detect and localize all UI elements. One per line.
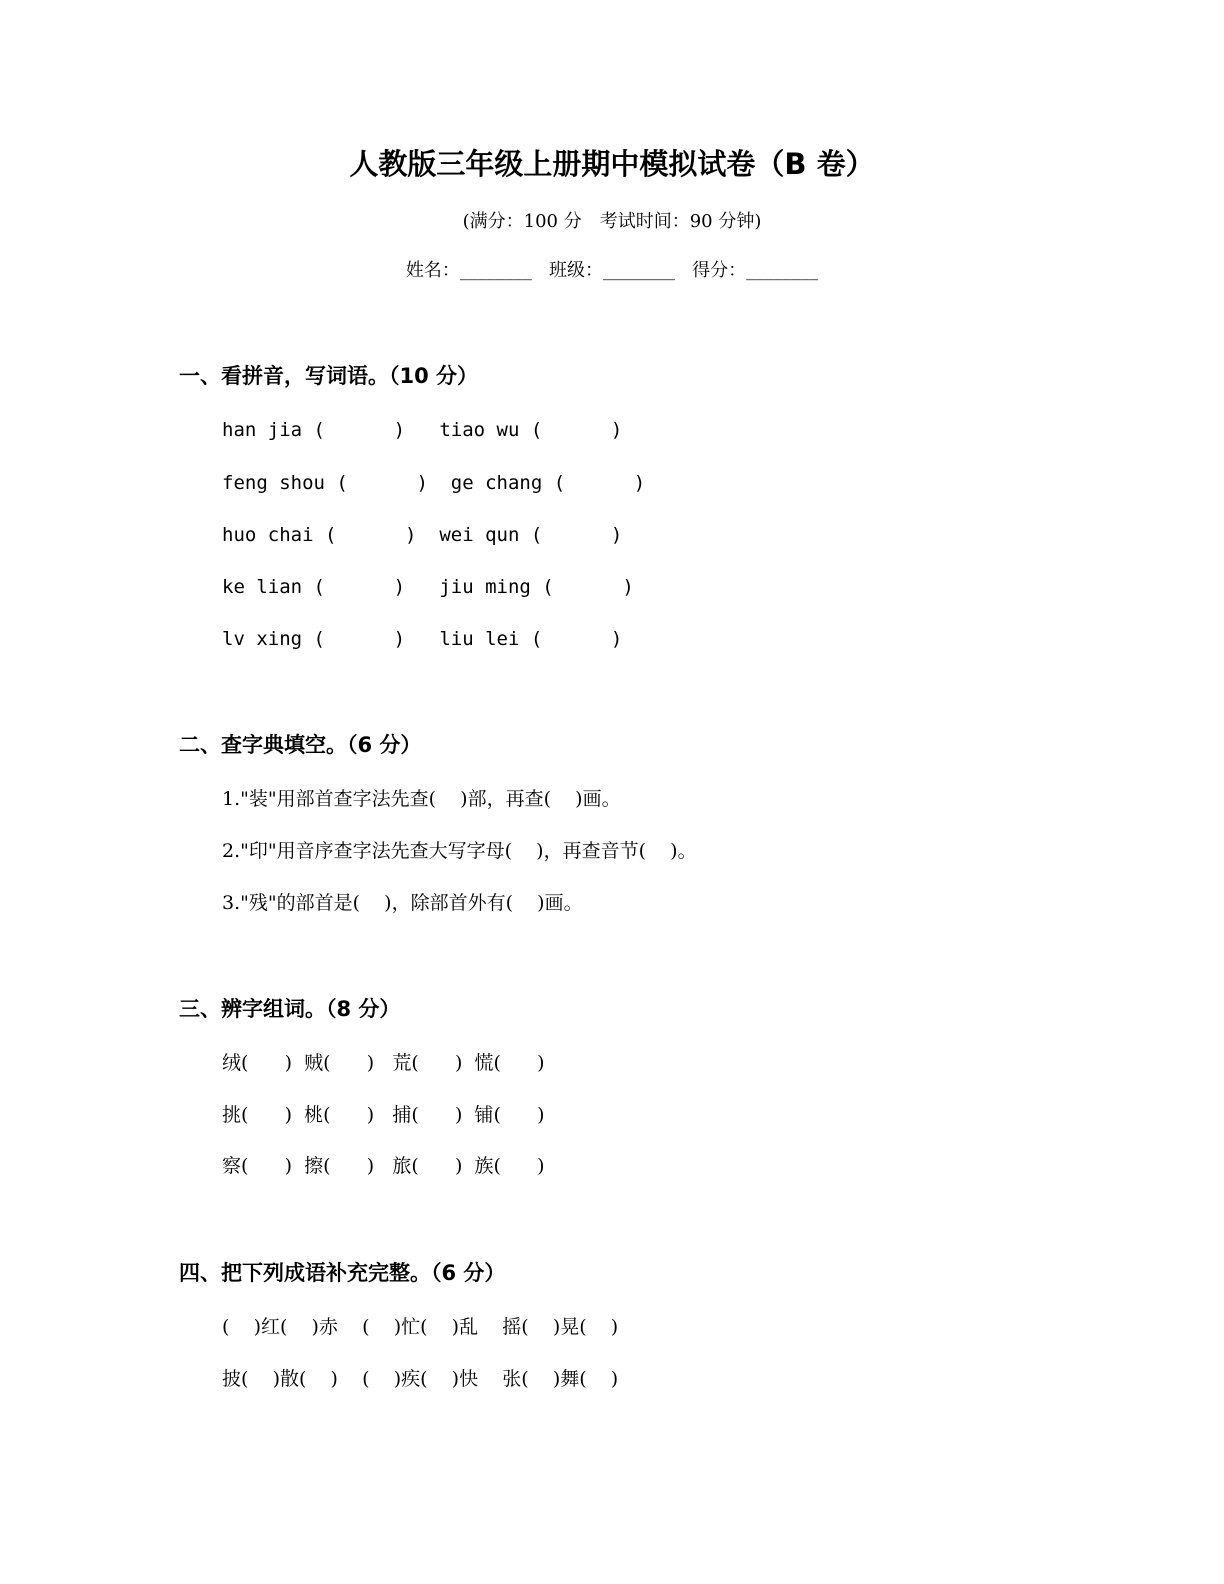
idiom-line-2: 披( )散( ) ( )疾( )快 张( )舞( ) [222,1368,619,1390]
pinyin-line-1: han jia ( ) tiao wu ( ) [222,419,623,441]
section-2-title: 二、查字典填空。（6 分） [179,733,422,757]
page-title: 人教版三年级上册期中模拟试卷（B 卷） [349,147,875,181]
student-info-line: 姓名：________ 班级：________ 得分：________ [405,260,819,281]
dictionary-question-1: 1."装"用部首查字法先查( )部，再查( )画。 [222,788,621,810]
pinyin-line-2: feng shou ( ) ge chang ( ) [222,472,646,494]
exam-meta: (满分：100 分 考试时间：90 分钟) [462,211,762,232]
section-1-title: 一、看拼音，写词语。（10 分） [179,364,479,388]
word-group-line-3: 察( ) 擦( ) 旅( ) 族( ) [222,1155,545,1177]
pinyin-line-5: lv xing ( ) liu lei ( ) [222,628,623,650]
idiom-line-1: ( )红( )赤 ( )忙( )乱 摇( )晃( ) [222,1316,619,1338]
word-group-line-1: 绒( ) 贼( ) 荒( ) 慌( ) [222,1052,545,1074]
dictionary-question-3: 3."残"的部首是( )，除部首外有( )画。 [222,892,583,914]
word-group-line-2: 挑( ) 桃( ) 捕( ) 铺( ) [222,1104,545,1126]
pinyin-line-3: huo chai ( ) wei qun ( ) [222,524,623,546]
section-4-title: 四、把下列成语补充完整。（6 分） [179,1261,506,1285]
dictionary-question-2: 2."印"用音序查字法先查大写字母( )，再查音节( )。 [222,840,697,862]
section-3-title: 三、辨字组词。（8 分） [179,997,401,1021]
pinyin-line-4: ke lian ( ) jiu ming ( ) [222,576,634,598]
